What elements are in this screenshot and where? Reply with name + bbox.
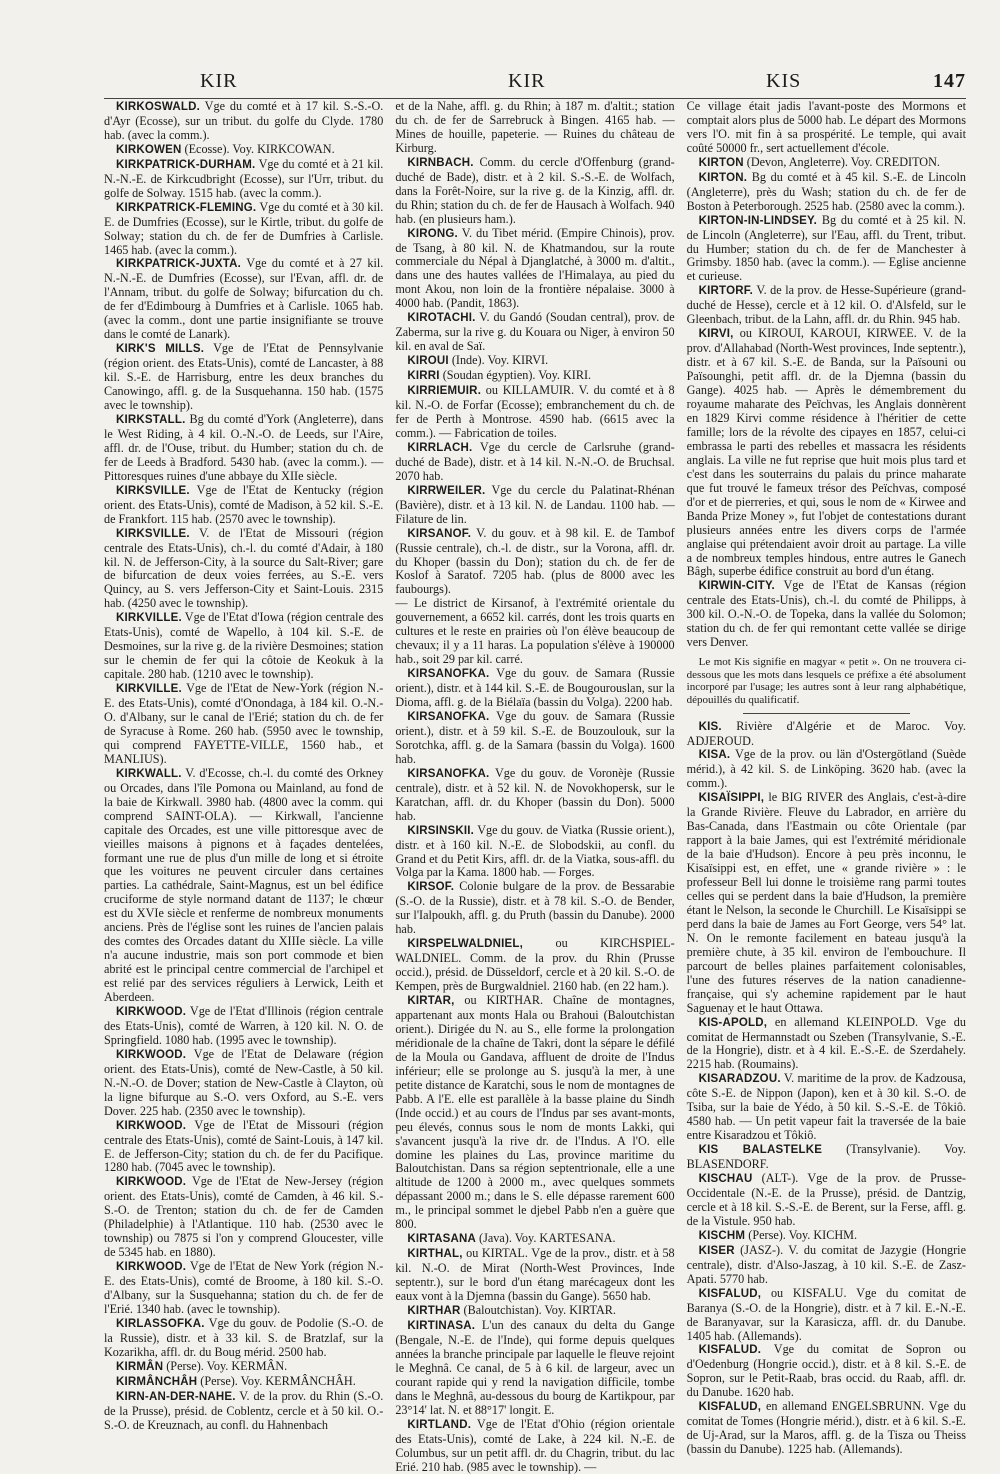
entry-headword: KISER — [698, 1244, 735, 1257]
entry-headword: KIRKWOOD. — [116, 1261, 187, 1274]
dictionary-entry — [395, 994, 674, 1232]
entry-headword: KIRKWOOD. — [116, 1006, 187, 1018]
dictionary-entry — [395, 1319, 674, 1418]
dictionary-entry — [687, 791, 966, 1015]
entry-text: Vge de l'Etat de Kentucky (région orient. des Etats-Unis), comté de Madison, à 52 kil. S.-E. de Frankfort. 115 hab. (2570 avec le township). — [104, 482, 384, 526]
entry-text: Vge du comté et à 27 kil. N.-N.-E. de Dumfries (Ecosse), sur l'Evan, affl. dr. de l'Annam, tribut. du golfe de Solway; bifurcation du ch. de fer d'Edimbourg à Dumfries et à Carlisle. 1065 hab. (avec la comm., dont une partie insignifiante se trouve dans le comté de Lanark). — [104, 256, 384, 342]
entry-text: V. du Tibet mérid. (Empire Chinois), prov. de Tsang, à 80 kil. N. de Khatmandou, sur la route commerciale du Népal à Djanglatché, à 3000 m. d'altit., dans une des hautes vallées de l'Himalaya, au pied du mont Akou, non loin de la frontière népalaise. 3000 à 4000 hab. (Pandit, 1863). — [395, 225, 675, 311]
dictionary-entry — [395, 156, 674, 227]
entry-text: Vge du comté et à 17 kil. S.-S.-O. d'Ayr (Ecosse), sur un tribut. du golfe du Clyde. 1780 hab. (avec la comm.). — [104, 99, 384, 142]
entry-text: Vge du gouv. de Voronèje (Russie centrale), distr. et à 52 kil. N. de Novokhopersk, sur le Karatchan, affl. dr. du Khoper (bassin du Don). 5000 hab. — [395, 765, 675, 823]
dictionary-entry — [395, 1304, 674, 1319]
entry-headword: KIRTINASA. — [407, 1319, 476, 1332]
dictionary-entry — [104, 682, 383, 767]
entry-headword: KIRSANOF. — [407, 527, 472, 540]
dictionary-entry — [687, 171, 966, 214]
entry-headword: KIRTHAL, — [407, 1248, 463, 1261]
entry-headword: KIRKPATRICK-JUXTA. — [116, 258, 241, 271]
entry-text: Comm. du cercle d'Offenburg (grand-duché de Bade), distr. et à 2 kil. S.-S.-E. de Wolfach, dans la Forêt-Noire, sur la rive g. de la Kinzig, affl. dr. du Rhin; station du ch. de fer de Hausach à Wolfach. 940 hab. (en plusieurs ham.). — [395, 154, 675, 226]
entry-text: V. d'Ecosse, ch.-l. du comté des Orkney ou Orcades, dans l'île Pomona ou Mainland, au fond de la baie de Kirkwall. 3980 hab. (4800 avec la comm. qui comprend SAINT-OLA). — Kirkwall, l'ancienne capitale des Orcades, est une ville pittoresque avec de vieilles maisons à pignons et à façades dentelées, formant une rue de plus d'un mille de long et si étroite que les voitures ne peuvent circuler dans certaines parties. La cathédrale, Saint-Magnus, est un bel édifice cruciforme de style normand datant de 1137; le chœur est du XVIe siècle et renferme de nombreux monuments anciens. Près de l'église sont les ruines de l'ancien palais des comtes des Orcades datant du XIIIe siècle. La ville n'a aucune industrie, mais son port commode et bien abrité est le principal centre commercial de l'archipel et est relié par des services réguliers à Lerwick, Leith et Aberdeen. — [104, 765, 384, 1005]
dictionary-entry — [104, 1375, 383, 1390]
dictionary-entry — [104, 143, 383, 158]
dictionary-entry — [395, 311, 674, 354]
entry-text: Vge de la prov. ou län d'Ostergötland (Suède mérid.), à 42 kil. S. de Linköping. 3620 hab. (avec la comm.). — [686, 747, 966, 791]
entry-headword: KISFALUD. — [698, 1344, 762, 1357]
entry-headword: KIRTORF. — [698, 285, 754, 298]
entry-text: ou KIRTHAR. Chaîne de montagnes, appartenant aux monts Hala ou Brahoui (Baloutchistan orient.). Dirigée du N. au S., elle forme la prolongation méridionale de la chaîne de Takri, dont la sépare le défilé de la Moula ou Gandava, affluent de droite de l'Indus inférieur; elle se prolonge au S. jusqu'à la mer, à une petite distance de Karatchi, sous le nom de montagnes de Pabb. A l'E. elle est parallèle à la basse plaine du Sindh (Inde occid.) et au cours de l'Indus par ses avant-monts, peu élevés, connus sous le nom de monts Lakki, qui s'avancent jusqu'à la rive dr. de l'Indus. A l'O. elle domine les plaines du Las, province maritime du Baloutchistan. Dans sa région septentrionale, elle a une altitude de 1200 à 2000 m., avec quelques sommets dépassant 2000 m.; dans le S. elle dépasse rarement 600 m., le principal sommet le djebel Pabb n'en a guère que 800. — [395, 993, 675, 1232]
entry-text: V. de la prov. de Hesse-Supérieure (grand-duché de Hesse), cercle et à 12 kil. O. d'Alsfeld, sur le Gleenbach, tribut. de la Lahn, affl. dr. du Rhin. 945 hab. — [686, 283, 966, 327]
dictionary-entry — [687, 720, 966, 749]
dictionary-entry — [687, 1172, 966, 1229]
dictionary-entry — [395, 767, 674, 824]
entry-text: ou KIRTAL. Vge de la prov., distr. et à 58 kil. N.-O. de Mirat (North-West Provinces, Inde septentr.), sur le bord d'un étang marécageux dont les eaux vont à la Djemna (bassin du Gange). 5650 hab. — [395, 1246, 675, 1304]
dictionary-entry — [104, 158, 383, 201]
entry-text: Vge du gouv. de Podolie (S.-O. de la Russie), distr. et à 33 kil. S. de Bratzlaf, sur la Kozarikha, affl. dr. du Boug mérid. 2500 hab. — [104, 1315, 384, 1359]
dictionary-entry — [687, 1072, 966, 1143]
entry-headword: KIRKPATRICK-FLEMING. — [116, 201, 257, 214]
dictionary-entry — [104, 767, 383, 1005]
entry-headword: KIRSANOFKA. — [407, 710, 490, 723]
entry-text: V. de la prov. du Rhin (S.-O. de la Prusse), présid. de Coblentz, cercle et à 50 kil. O.-S.-O. de Kreuznach, au confl. du Hahnenbach — [104, 1388, 384, 1432]
entry-headword: KIRN-AN-DER-NAHE. — [116, 1390, 236, 1403]
entry-headword: KIRONG. — [407, 227, 458, 240]
entry-text: ou KISFALU. Vge du comitat de Baranya (S.-O. de la Hongrie), distr. et à 7 kil. E.-N.-E. de Baranyavar, sur la Karasicza, affl. dr. du Danube. 1405 hab. (Allemands). — [686, 1285, 966, 1343]
entry-text: Rivière d'Algérie et de Maroc. Voy. ADJEROUD. — [686, 718, 966, 748]
kis-prefix-note: Le mot Kis signifie en magyar « petit ». On ne trouvera ci-dessous que les mots dans lesquels ce préfixe a été absolument incorporé par l'usage; les autres sont à leur rang alphabétique, dépouillés du qualificatif. — [686, 656, 966, 706]
entry-text: (JASZ-). V. du comitat de Jazygie (Hongrie centrale), distr. d'Also-Jaszag, à 10 kil. S.-E. de Zasz-Apati. 5770 hab. — [686, 1242, 966, 1286]
entry-headword: KIRKSTALL. — [116, 413, 186, 426]
entry-text: Colonie bulgare de la prov. de Bessarabie (S.-O. de la Russie), distr. et à 78 kil. S.-O. de Bender, sur l'Ialpoukh, affl. g. du Pruth (bassin du Danube). 2000 hab. — [395, 879, 675, 937]
entry-headword: KIRKPATRICK-DURHAM. — [116, 158, 256, 171]
entry-text: Vge de l'Etat d'Iowa (région centrale des Etats-Unis), comté de Wapello, à 104 kil. S.-E. de Desmoines, sur la rive g. de la rivière Desmoines; station sur le chemin de fer qui la côtoie de Keokuk à la capitale. 280 hab. (1210 avec le township). — [104, 610, 384, 682]
entry-text: Vge du gouv. de Samara (Russie orient.), distr. et à 59 kil. S.-E. de Bouzoulouk, sur la Sorotchka, affl. g. de la Samara (bassin du Volga). 1600 hab. — [395, 708, 675, 766]
dictionary-entry — [687, 1143, 966, 1172]
entry-text: (Perse). Voy. KICHM. — [745, 1227, 858, 1242]
entry-text: V. maritime de la prov. de Kadzousa, côte S.-E. de Nippon (Japon), ken et à 30 kil. S.-O. de Tsiba, sur la baie de Yédo, à 50 kil. S.-S.-E. de Tôkiô. 4580 hab. — Un petit vapeur fait la traversée de la baie entre Kisaradzou et Tôkiô. — [686, 1071, 966, 1143]
entry-headword: KISCHM — [698, 1229, 746, 1242]
entry-headword: KIRKWOOD. — [116, 1176, 187, 1189]
header-left-word: KIR — [200, 70, 238, 92]
entry-headword: KISAÏSIPPI, — [698, 792, 765, 805]
dictionary-entry — [395, 937, 674, 994]
dictionary-entry — [687, 1343, 966, 1400]
entry-headword: KIRRI — [407, 370, 440, 383]
dictionary-entry — [395, 1232, 674, 1247]
dictionary-entry — [395, 441, 674, 484]
entry-text: (Perse). Voy. KERMÂN. — [163, 1358, 288, 1373]
entry-headword: KIRVI, — [698, 328, 734, 341]
page-number: 147 — [933, 70, 966, 92]
dictionary-entry — [395, 384, 674, 441]
entry-headword: KIRKWOOD. — [116, 1048, 187, 1061]
entry-text: Vge de l'Etat de Kansas (région centrale des Etats-Unis), ch.-l. du comté de Philipps, à 300 kil. O.-N.-O. de Topeka, dans la vallée du Solomon; station du ch. de fer qui remontant cette vallée se dirige vers Denver. — [686, 578, 966, 650]
entry-text: Ce village était jadis l'avant-poste des Mormons et comptait alors plus de 5000 hab. Le départ des Mormons vers l'O. mit fin à sa prospérité. Le temple, qui avait coûté 50000 fr., sert actuellement d'école. — [686, 99, 966, 155]
entry-text: (Ecosse). Voy. KIRKCOWAN. — [181, 141, 335, 156]
dictionary-entry — [395, 597, 674, 667]
entry-headword: KIRTON-IN-LINDSEY. — [698, 214, 818, 227]
dictionary-entry — [687, 1400, 966, 1457]
entry-headword: KIRRLACH. — [407, 441, 473, 454]
dictionary-entry — [104, 413, 383, 484]
entry-headword: KIRKWALL. — [116, 767, 182, 780]
dictionary-entry — [687, 284, 966, 327]
dictionary-entry — [687, 156, 966, 171]
entry-headword: KIRWIN-CITY. — [698, 580, 775, 593]
entry-text: (ALT-). Vge de la prov. de Prusse-Occidentale (N.-E. de la Prusse), présid. de Dantzig, cercle et à 18 kil. S.-S.-E. de Berent, sur la Ferse, affl. g. de la Vistule. 950 hab. — [686, 1171, 966, 1228]
dictionary-entry — [104, 484, 383, 527]
entry-text: V. du gouv. et à 98 kil. E. de Tambof (Russie centrale), ch.-l. de distr., sur la Vorona, affl. dr. du Khoper (bassin du Don); station du ch. de fer de Koslof à Saratof. 7205 hab. (plus de 8000 avec les faubourgs). — [395, 525, 675, 597]
entry-text: Bg du comté d'York (Angleterre), dans le West Riding, à 4 kil. O.-N.-O. de Leeds, sur l'Aire, affl. dr. de l'Ouse, tribut. du Humber; station du ch. de fer de Leeds à Bradford. 5430 hab. (avec la comm.). — Pittoresques ruines d'une abbaye du XIIe siècle. — [104, 411, 384, 483]
entry-headword: KIRRIEMUIR. — [407, 385, 482, 398]
dictionary-entry — [395, 710, 674, 767]
entry-text: Vge de l'Etat de New York (région N.-E. des Etats-Unis), comté de Broome, à 180 kil. S.-O. d'Albany, sur la Susquehanna; station du ch. de fer de l'Erié. 1340 hab. (avec le township). — [104, 1259, 384, 1317]
dictionary-entry — [104, 201, 383, 258]
entry-headword: KIRTON — [698, 156, 744, 169]
entry-headword: KIRSANOFKA. — [407, 767, 490, 780]
dictionary-entry — [395, 824, 674, 881]
dictionary-entry — [104, 1048, 383, 1119]
entry-headword: KIRTAR, — [407, 995, 455, 1008]
entry-headword: KISARADZOU. — [698, 1073, 781, 1086]
entry-headword: KIRKVILLE. — [116, 683, 182, 696]
dictionary-entry — [395, 1418, 674, 1474]
entry-headword: KIRKOSWALD. — [116, 101, 200, 113]
entry-headword: KIRK'S MILLS. — [116, 343, 205, 356]
dictionary-entry — [687, 1229, 966, 1244]
dictionary-entry — [104, 611, 383, 682]
dictionary-entry — [104, 1390, 383, 1433]
entry-headword: KIS-APOLD, — [698, 1016, 768, 1029]
entry-headword: KISFALUD, — [698, 1401, 762, 1414]
entry-headword: KIRTLAND. — [407, 1418, 472, 1431]
entry-text: Bg du comté et à 25 kil. N. de Lincoln (Angleterre), sur l'Eau, affl. du Trent, tribut. du Humber; station du ch. de fer de Manchester à Grimsby. 1850 hab. (avec la comm.). — Eglise ancienne et curieuse. — [686, 212, 966, 284]
entry-headword: KISFALUD, — [698, 1287, 762, 1300]
dictionary-entry — [687, 214, 966, 285]
entry-text: Vge du cercle du Palatinat-Rhénan (Bavière), distr. et à 13 kil. N. de Landau. 1100 hab. — Filature de lin. — [395, 482, 675, 526]
entry-headword: KIRRWEILER. — [407, 484, 486, 497]
entry-text: V. de l'Etat de Missouri (région centrale des Etats-Unis), ch.-l. du comté d'Adair, à 180 kil. N. de Jefferson-City, à la source du Salt-River; gare de bifurcation de deux voies ferrées, au S.-E. vers Quincy, au S. vers Jefferson-City et Saint-Louis. 2315 hab. (4250 avec le township). — [104, 525, 384, 611]
entry-text: Vge de l'Etat de Delaware (région orient. des Etats-Unis), comté de New-Castle, à 50 kil. N.-N.-O. de Dover; station de New-Castle à Clayton, où la ligne bifurque au S.-O. vers Oxford, au S.-E. vers Dover. 225 hab. (2350 avec le township). — [104, 1046, 384, 1118]
entry-headword: KIRTASANA — [407, 1233, 476, 1246]
entry-text: (Transylvanie). Voy. BLASENDORF. — [686, 1142, 966, 1172]
entry-text: Bg du comté et à 45 kil. S.-E. de Lincoln (Angleterre), près du Wash; station du ch. de fer de Boston à Peterborough. 2525 hab. (2580 avec la comm.). — [686, 169, 966, 213]
entry-text: V. du Gandó (Soudan central), prov. de Zaberma, sur la rive g. du Kouara ou Niger, à environ 50 kil. en aval de Saï. — [395, 310, 675, 354]
entry-text: Vge de l'Etat de Pennsylvanie (région orient. des Etats-Unis), comté de Lancaster, à 88 kil. S.-E. de Harrisburg, entre les deux branches du Canowingo, affl. g. de la Susquehanna. 150 hab. (1575 avec le township). — [104, 341, 384, 413]
entry-headword: KIRTON. — [698, 171, 748, 184]
column-1 — [104, 99, 384, 1432]
dictionary-entry — [687, 100, 966, 156]
entry-headword: KISCHAU — [698, 1173, 753, 1186]
dictionary-entry — [395, 667, 674, 710]
dictionary-entry — [104, 1317, 383, 1360]
dictionary-entry — [104, 100, 383, 143]
dictionary-entry — [687, 1244, 966, 1287]
dictionary-entry — [687, 1016, 966, 1073]
entry-headword: KIRSINSKII. — [407, 824, 475, 837]
entry-headword: KIS BALASTELKE — [698, 1144, 823, 1157]
entry-text: en allemand KLEINPOLD. Vge du comitat de Hermannstadt ou Szeben (Transylvanie, S.-E. de la Hongrie), distr. et à 4 kil. E.-S.-E. de Szerdahely. 2215 hab. (Roumains). — [686, 1014, 966, 1072]
header-center-word: KIR — [508, 70, 546, 92]
entry-text: ou KILLAMUIR. V. du comté et à 8 kil. N.-O. de Forfar (Ecosse); embranchement du ch. de fer de Perth à Montrose. 4590 hab. (6615 avec la comm.). — Fabrication de toiles. — [395, 383, 675, 440]
dictionary-entry — [687, 748, 966, 791]
dictionary-entry — [395, 527, 674, 598]
dictionary-entry — [104, 1175, 383, 1260]
note-separator — [743, 713, 911, 714]
entry-headword: KIRTHAR — [407, 1305, 461, 1318]
entry-headword: KIRKVILLE. — [116, 612, 182, 625]
entry-text: Vge de l'Etat de New-York (région N.-E. des Etats-Unis), comté d'Onondaga, à 184 kil. O.-N.-O. d'Albany, sur le canal de l'Erié; station du ch. de fer de Syracuse à Rome. 260 hab. (5950 avec le township, qui comprend FAYETTE-VILLE, 1560 hab., et MANLIUS). — [104, 681, 384, 766]
entry-headword: KIRMÂNCHÂH — [116, 1375, 198, 1388]
entry-text: (Soudan égyptien). Voy. KIRI. — [439, 368, 592, 383]
entry-text: ou KIROUI, KAROUI, KIRWEE. V. de la prov. d'Allahabad (North-West provinces, Inde septentr.), distr. et à 67 kil. S.-E. de Banda, sur la Païsouni ou Païsounghi, petit affl. dr. de la Djemna (bassin du Gange). 4025 hab. — Après le démembrement du royaume maharate des Peïchvas, les Anglais donnèrent en 1829 Kirvi comme résidence à l'héritier de cette famille; lors de la révolte des cipayes en 1857, celui-ci embrassa le parti des rebelles et massacra les résidents anglais. La ville ne fut reprise que huit mois plus tard et c'est dans les souterrains du palais du prince maharate que fut trouvé le fameux trésor des Peïchvas, composé d'or et de pierreries, et qui, sous le nom de « Kirwee and Banda Prize Money », fut l'objet de contestations durant plusieurs années entre les divers corps de l'armée anglaise qui prétendaient avoir droit au partage. La ville a de nombreux temples hindous, entre autres le Ganech Bâgh, superbe édifice construit au bord d'un étang. — [686, 326, 966, 579]
entry-text: Vge de l'Etat de New-Jersey (région orient. des Etats-Unis), comté de Camden, à 46 kil. S.-S.-O. de Trenton; station du ch. de fer de Camden (Philadelphie) à l'Atlantique. 110 hab. (2530 avec le township) ou 7875 si l'on y comprend Gloucester, ville de 5345 hab. en 1880). — [104, 1174, 384, 1260]
entry-text: (Perse). Voy. KERMÂNCHÂH. — [197, 1373, 356, 1388]
entry-text: (Inde). Voy. KIRVI. — [448, 353, 549, 368]
entry-text: ou KIRCHSPIEL-WALDNIEL. Comm. de la prov. du Rhin (Prusse occid.), présid. de Düsseldorf, cercle et à 20 kil. S.-O. de Kempen, près de Burgwaldniel. 2160 hab. (en 22 ham.). — [395, 936, 675, 994]
entry-text: Vge du comté et à 21 kil. N.-N.-E. de Kirkcudbright (Ecosse), sur l'Urr, tribut. du golfe de Solway. 1515 hab. (avec la comm.). — [104, 156, 384, 200]
dictionary-entry — [104, 257, 383, 342]
entry-headword: KIRNBACH. — [407, 156, 474, 169]
dictionary-entry — [104, 1005, 383, 1048]
entry-text: Vge de l'Etat d'Ohio (région orientale des Etats-Unis), comté de Lake, à 224 kil. N.-E. de Columbus, sur un petit affl. dr. du Chagrin, tribut. du lac Erié. 210 hab. (985 avec le township). — — [395, 1416, 675, 1474]
dictionary-entry — [395, 1247, 674, 1304]
column-2 — [395, 99, 675, 1474]
header-right-word: KIS — [766, 70, 802, 92]
dictionary-entry — [104, 1260, 383, 1317]
entry-headword: KISA. — [698, 749, 731, 762]
entry-text: (Baloutchistan). Voy. KIRTAR. — [460, 1303, 616, 1318]
dictionary-entry — [395, 354, 674, 369]
entry-headword: KIRSANOFKA. — [407, 668, 490, 681]
entry-text: Vge du comté et à 30 kil. E. de Dumfries (Ecosse), sur le Kirtle, tribut. du golfe de Solway; station du ch. de fer de Dumfries à Carlisle. 1465 hab. (avec la comm.). — [104, 199, 384, 257]
entry-headword: KIRSPELWALDNIEL, — [407, 938, 523, 951]
entry-text: Vge du gouv. de Viatka (Russie orient.), distr. et à 160 kil. N.-E. de Slobodskii, au confl. du Grand et du Petit Kirs, affl. dr. de la Viatka, sous-affl. du Volga par la Kama. 1800 hab. — Forges. — [395, 822, 675, 880]
entry-text: L'un des canaux du delta du Gange (Bengale, N.-E. de l'Inde), qui forme depuis quelques années la branche principale par laquelle le fleuve rejoint le Meghnâ. Ce canal, de 5 à 6 kil. de largeur, avec un courant rapide qui y rend la navigation difficile, tombe dans le Meghnâ, au-dessous du bourg de Kartikpour, par 23°14' lat. N. et 88°17' longit. E. — [395, 1317, 675, 1417]
entry-text: (Devon, Angleterre). Voy. CREDITON. — [743, 154, 940, 169]
entry-headword: KIRLASSOFKA. — [116, 1317, 205, 1330]
entry-text: en allemand ENGELSBRUNN. Vge du comitat de Tomes (Hongrie mérid.), distr. et à 6 kil. S.-E. de Uj-Arad, sur la Maros, affl. g. de la Tisza ou Theiss (bassin du Danube). 1225 hab. (Allemands). — [686, 1399, 966, 1457]
entry-text: (Java). Voy. KARTESANA. — [476, 1231, 616, 1246]
dictionary-entry — [687, 579, 966, 650]
dictionary-entry — [687, 327, 966, 579]
dictionary-entry — [104, 1119, 383, 1176]
entry-text: Vge de l'Etat d'Illinois (région centrale des Etats-Unis), comté de Warren, à 120 kil. N. O. de Springfield. 1080 hab. (1995 avec le township). — [104, 1004, 384, 1047]
dictionary-entry — [395, 227, 674, 312]
entry-text: Vge du gouv. de Samara (Russie orient.), distr. et à 144 kil. S.-E. de Bougourouslan, sur la Dioma, affl. g. de la Biélaïa (bassin du Volga). 2200 hab. — [395, 666, 675, 710]
dictionary-entry — [104, 342, 383, 413]
entry-headword: KIRSOF. — [407, 881, 455, 894]
entry-headword: KIROTACHI. — [407, 312, 476, 325]
entry-headword: KIROUI — [407, 355, 449, 368]
dictionary-entry — [395, 484, 674, 527]
column-3 — [686, 99, 966, 1457]
dictionary-entry — [395, 100, 674, 156]
dictionary-entry — [395, 369, 674, 384]
entry-headword: KIRKWOOD. — [116, 1119, 187, 1132]
dictionary-entry — [104, 527, 383, 612]
entry-headword: KIRMÂN — [116, 1360, 164, 1373]
dictionary-entry — [687, 1287, 966, 1344]
dictionary-entry — [104, 1360, 383, 1375]
entry-headword: KIRKSVILLE. — [116, 527, 190, 540]
dictionary-entry — [395, 880, 674, 937]
text-columns — [104, 99, 966, 1474]
entry-headword: KIS. — [698, 720, 722, 733]
running-header — [104, 70, 966, 100]
entry-text: — Le district de Kirsanof, à l'extrémité orientale du gouvernement, a 6652 kil. carrés, dont les trois quarts en cultures et le reste en prairies où l'on élève beaucoup de chevaux; il y a 11 haras. La population s'élève à 190000 hab., soit 29 par kil. carré. — [395, 596, 675, 667]
entry-text: Vge du cercle de Carlsruhe (grand-duché de Bade), distr. et à 14 kil. N.-N.-O. de Bruchsal. 2070 hab. — [395, 439, 675, 483]
entry-headword: KIRKSVILLE. — [116, 484, 190, 497]
entry-text: le BIG RIVER des Anglais, c'est-à-dire la Grande Rivière. Fleuve du Labrador, en arrière du Bas-Canada, dans l'Eastmain ou côte Orientale (par rapport à la baie James, qui est l'extrémité méridionale de la baie d'Hudson). Encore à peu près inconnu, le Kisaïsippi est, en effet, une « grande rivière » : le professeur Bell lui donne le troisième rang parmi toutes celles qui se perdent dans la baie d'Hudson, la première étant le Nelson, la seconde le Churchill. Le Kisaïsippi se perd dans la baie de James au Fort George, vers 54° lat. N. On le remonte facilement en bateau jusqu'à la première chute, à 35 kil. environ de l'embouchure. Il parcourt de belles plaines parfaitement colonisables, l'une des futures réserves de la nation canadienne-française, qui s'y achemine rapidement par le haut Saguenay et le haut Ottawa. — [686, 790, 966, 1015]
entry-text: Vge de l'Etat de Missouri (région centrale des Etats-Unis), comté de Saint-Louis, à 147 kil. E. de Jefferson-City; station du ch. de fer du Pacifique. 1280 hab. (7045 avec le township). — [104, 1117, 384, 1175]
entry-text: et de la Nahe, affl. g. du Rhin; à 187 m. d'altit.; station du ch. de fer de Sarrebruck à Bingen. 4165 hab. — Mines de houille, papeterie. — Ruines du château de Kirburg. — [395, 99, 675, 155]
entry-text: Vge du comitat de Sopron ou d'Oedenburg (Hongrie occid.), distr. et à 8 kil. S.-E. de Sopron, sur le Petit-Raab, bras occid. du Raab, affl. dr. du Danube. 1620 hab. — [686, 1342, 966, 1400]
entry-headword: KIRKOWEN — [116, 143, 182, 156]
